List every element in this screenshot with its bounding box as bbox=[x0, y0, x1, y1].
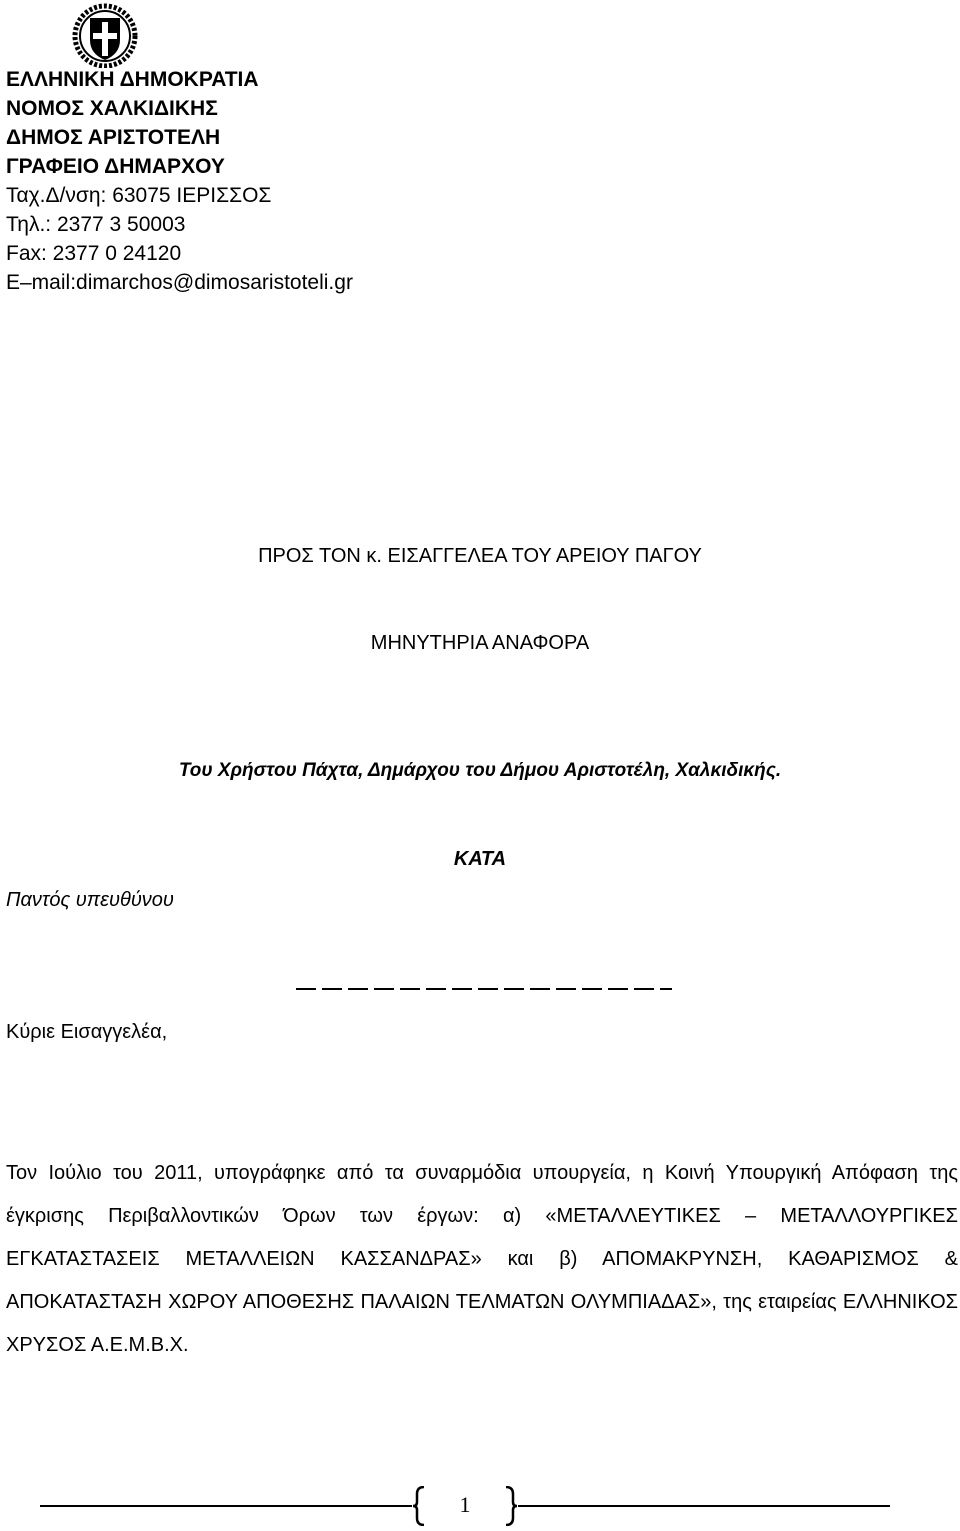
footer-rule-right bbox=[518, 1505, 890, 1507]
document-type-title: ΜΗΝΥΤΗΡΙΑ ΑΝΑΦΟΡΑ bbox=[370, 632, 590, 654]
sender-prefecture: ΝΟΜΟΣ ΧΑΛΚΙΔΙΚΗΣ bbox=[6, 97, 218, 120]
sender-address: Ταχ.Δ/νση: 63075 ΙΕΡΙΣΣΟΣ bbox=[6, 184, 272, 207]
sender-country: ΕΛΛΗΝΙΚΗ ΔΗΜΟΚΡΑΤΙΑ bbox=[6, 68, 259, 91]
page-number: 1 bbox=[459, 1492, 471, 1517]
hellenic-republic-emblem-icon bbox=[72, 2, 138, 68]
footer-rule-left bbox=[40, 1505, 412, 1507]
right-brace-icon bbox=[504, 1486, 518, 1526]
sender-municipality: ΔΗΜΟΣ ΑΡΙΣΤΟΤΕΛΗ bbox=[6, 126, 221, 149]
defendant-line: Παντός υπευθύνου bbox=[6, 889, 174, 911]
sender-fax: Fax: 2377 0 24120 bbox=[6, 242, 182, 265]
left-brace-icon bbox=[412, 1486, 426, 1526]
body-paragraph: Τον Ιούλιο του 2011, υπογράφηκε από τα συναρμόδια υπουργεία, η Κοινή Υπουργική Απόφαση της έγκρισης Περιβαλλοντικών Όρων των έργων: α) «ΜΕΤΑΛΛΕΥΤΙΚΕΣ – ΜΕΤΑΛΛΟΥΡΓΙΚΕΣ ΕΓΚΑΤΑΣΤΑΣΕΙΣ ΜΕΤΑΛΛΕΙΩΝ ΚΑΣΣΑΝΔΡΑΣ» και β) ΑΠΟΜΑΚΡΥΝΣΗ, ΚΑΘΑΡΙΣΜΟΣ & ΑΠΟΚΑΤΑΣΤΑΣΗ ΧΩΡΟΥ ΑΠΟΘΕΣΗΣ ΠΑΛΑΙΩΝ ΤΕΛΜΑΤΩΝ ΟΛΥΜΠΙΑΔΑΣ», της εταιρείας ΕΛΛΗΝΙΚΟΣ ΧΡΥΣΟΣ Α.Ε.Μ.Β.Χ. bbox=[6, 1162, 958, 1356]
recipient-line: ΠΡΟΣ ΤΟΝ κ. ΕΙΣΑΓΓΕΛΕΑ ΤΟΥ ΑΡΕΙΟΥ ΠΑΓΟΥ bbox=[258, 545, 702, 567]
sender-block bbox=[6, 65, 353, 297]
against-label: ΚΑΤΑ bbox=[453, 848, 507, 870]
sender-email: E–mail:dimarchos@dimosaristoteli.gr bbox=[6, 271, 353, 294]
sender-office: ΓΡΑΦΕΙΟ ΔΗΜΑΡΧΟΥ bbox=[6, 155, 225, 178]
complainant-line: Του Χρήστου Πάχτα, Δημάρχου του Δήμου Αριστοτέλη, Χαλκιδικής. bbox=[178, 760, 782, 781]
salutation: Κύριε Εισαγγελέα, bbox=[6, 1021, 168, 1043]
dashed-separator bbox=[296, 988, 672, 990]
sender-phone: Τηλ.: 2377 3 50003 bbox=[6, 213, 186, 236]
